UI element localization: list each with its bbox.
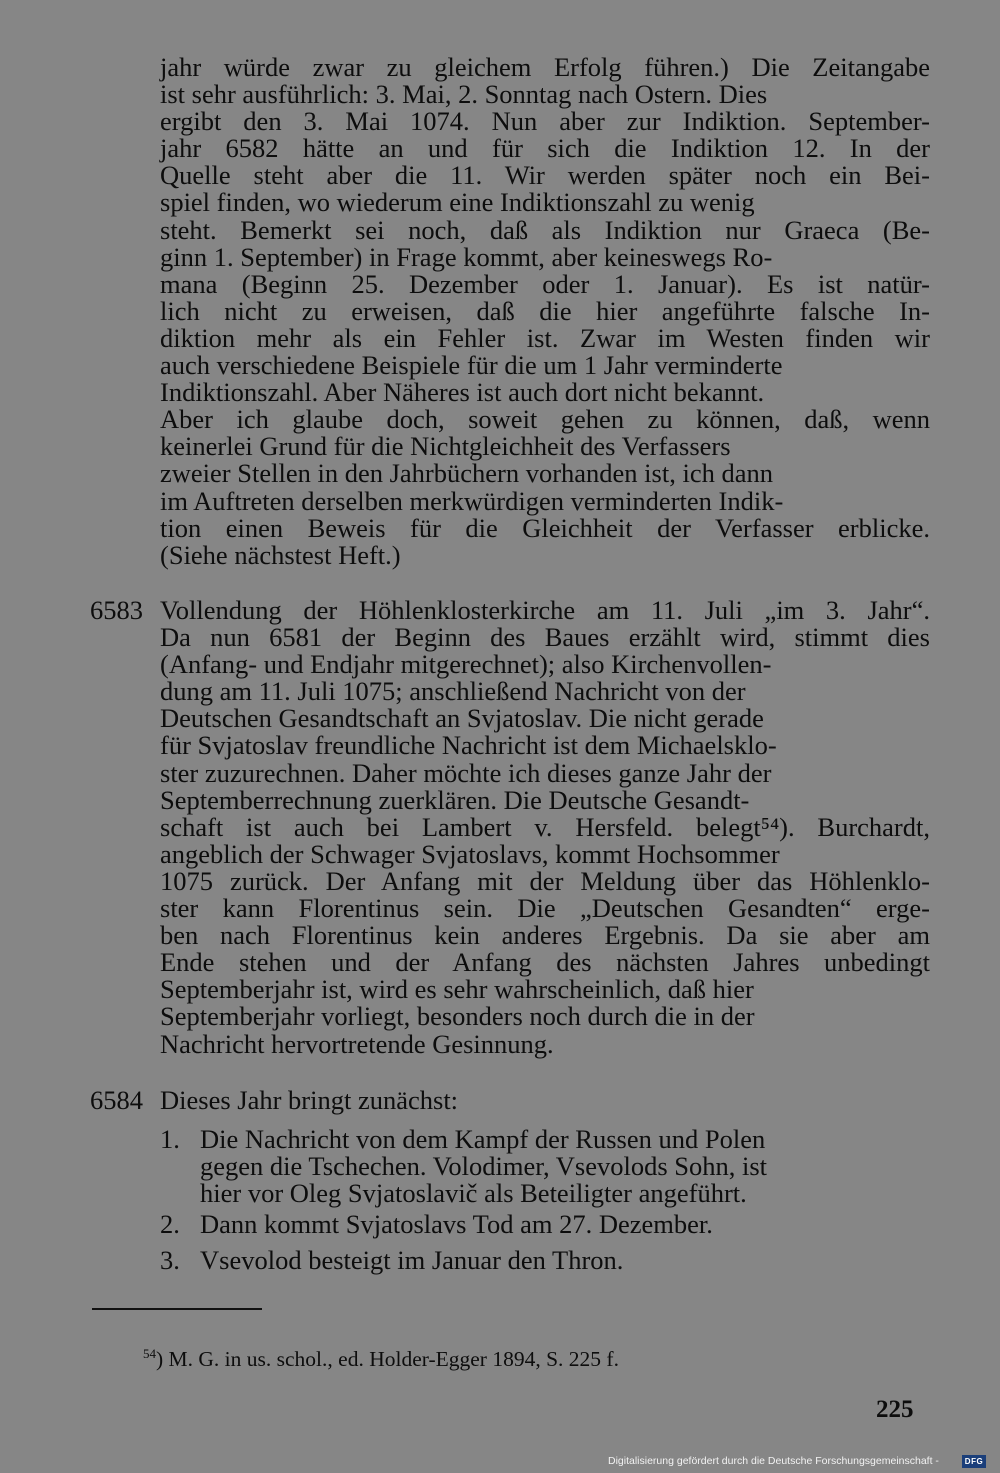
- text-line: ster zuzurechnen. Daher möchte ich dieses ganze Jahr der: [160, 757, 772, 788]
- text-line: spiel finden, wo wiederum eine Indiktionszahl zu wenig: [160, 187, 755, 218]
- dfg-logo-icon: DFG: [962, 1455, 986, 1468]
- paragraph-continued: [160, 54, 930, 569]
- list-number: 1.: [160, 1124, 180, 1154]
- text-line: Aber ich glaube doch, soweit gehen zu können, daß, wenn: [160, 404, 930, 435]
- text-line: Vollendung der Höhlenklosterkirche am 11. Juli „im 3. Jahr“.: [160, 595, 930, 625]
- text-line: Da nun 6581 der Beginn des Baues erzählt wird, stimmt dies: [160, 622, 930, 653]
- text-line: Deutschen Gesandtschaft an Svjatoslav. Die nicht gerade: [160, 703, 764, 734]
- footnote: [143, 1346, 619, 1372]
- text-line: mana (Beginn 25. Dezember oder 1. Januar). Es ist natür-: [160, 268, 930, 299]
- text-line: ginn 1. September) in Frage kommt, aber keineswegs Ro-: [160, 241, 773, 272]
- text-line: Septemberjahr ist, wird es sehr wahrscheinlich, daß hier: [160, 974, 754, 1005]
- text-line: dung am 11. Juli 1075; anschließend Nachricht von der: [160, 676, 746, 707]
- entry-6583-text: [160, 597, 930, 1058]
- text-line: tion einen Beweis für die Gleichheit der Verfasser erblicke.: [160, 512, 930, 543]
- text-line: Septemberrechnung zuerklären. Die Deutsche Gesandt-: [160, 784, 750, 815]
- text-line: Dieses Jahr bringt zunächst:: [160, 1085, 459, 1115]
- text-line: Indiktionszahl. Aber Näheres ist auch dort nicht bekannt.: [160, 377, 765, 408]
- text-line: zweier Stellen in den Jahrbüchern vorhanden ist, ich dann: [160, 458, 773, 489]
- text-line: ben nach Florentinus kein anderes Ergebnis. Da sie aber am: [160, 920, 930, 951]
- page-number: 225: [876, 1396, 914, 1423]
- text-line: gegen die Tschechen. Volodimer, Vsevolods Sohn, ist: [200, 1151, 768, 1182]
- digitization-credit: Digitalisierung gefördert durch die Deutsche Forschungsgemeinschaft -: [608, 1455, 939, 1467]
- list-number: 3.: [160, 1245, 180, 1275]
- text-line: Vsevolod besteigt im Januar den Thron.: [200, 1245, 624, 1275]
- year-label-6584: 6584: [90, 1085, 143, 1115]
- text-line: Die Nachricht von dem Kampf der Russen und Polen: [200, 1124, 766, 1154]
- text-line: steht. Bemerkt sei noch, daß als Indiktion nur Graeca (Be-: [160, 214, 930, 245]
- footnote-mark: 54: [143, 1346, 156, 1361]
- text-line: Septemberjahr vorliegt, besonders noch durch die in der: [160, 1001, 755, 1032]
- text-line: diktion mehr als ein Fehler ist. Zwar im Westen finden wir: [160, 322, 930, 353]
- text-line: jahr 6582 hätte an und für sich die Indiktion 12. In der: [160, 133, 930, 164]
- text-line: lich nicht zu erweisen, daß die hier angeführte falsche In-: [160, 295, 930, 326]
- footnote-text: ) M. G. in us. schol., ed. Holder-Egger 1894, S. 225 f.: [156, 1347, 619, 1371]
- text-line: (Siehe nächstest Heft.): [160, 539, 401, 570]
- footnote-divider: [92, 1308, 262, 1310]
- text-line: angeblich der Schwager Svjatoslavs, kommt Hochsommer: [160, 838, 780, 869]
- text-line: ergibt den 3. Mai 1074. Nun aber zur Indiktion. September-: [160, 106, 930, 137]
- text-line: 1075 zurück. Der Anfang mit der Meldung über das Höhlenklo-: [160, 865, 930, 896]
- list-item: [160, 1211, 930, 1247]
- year-label-6583: 6583: [90, 595, 143, 625]
- text-line: ster kann Florentinus sein. Die „Deutschen Gesandten“ erge-: [160, 893, 930, 924]
- entry-6584-intro: [160, 1087, 930, 1114]
- text-line: auch verschiedene Beispiele für die um 1 Jahr verminderte: [160, 350, 783, 381]
- text-line: schaft ist auch bei Lambert v. Hersfeld. belegt⁵⁴). Burchardt,: [160, 811, 930, 842]
- text-line: ist sehr ausführlich: 3. Mai, 2. Sonntag nach Ostern. Dies: [160, 79, 768, 110]
- numbered-list: [160, 1126, 930, 1277]
- list-item: [160, 1247, 930, 1277]
- text-line: Ende stehen und der Anfang des nächsten Jahres unbedingt: [160, 947, 930, 978]
- list-item-text: [200, 1211, 930, 1238]
- list-item: [160, 1126, 930, 1211]
- text-line: für Svjatoslav freundliche Nachricht ist dem Michaelsklo-: [160, 730, 777, 761]
- text-line: (Anfang- und Endjahr mitgerechnet); also Kirchenvollen-: [160, 649, 772, 680]
- text-line: jahr würde zwar zu gleichem Erfolg führen.) Die Zeitangabe: [160, 52, 930, 82]
- list-item-text: [200, 1247, 930, 1274]
- list-item-text: [200, 1126, 930, 1207]
- text-line: Dann kommt Svjatoslavs Tod am 27. Dezember.: [200, 1209, 713, 1239]
- text-line: keinerlei Grund für die Nichtgleichheit des Verfassers: [160, 431, 731, 462]
- text-line: im Auftreten derselben merkwürdigen verminderten Indik-: [160, 485, 784, 516]
- text-line: Nachricht hervortretende Gesinnung.: [160, 1028, 554, 1059]
- text-line: hier vor Oleg Svjatoslavič als Beteiligter angeführt.: [200, 1178, 747, 1209]
- text-line: Quelle steht aber die 11. Wir werden später noch ein Bei-: [160, 160, 930, 191]
- list-number: 2.: [160, 1209, 180, 1239]
